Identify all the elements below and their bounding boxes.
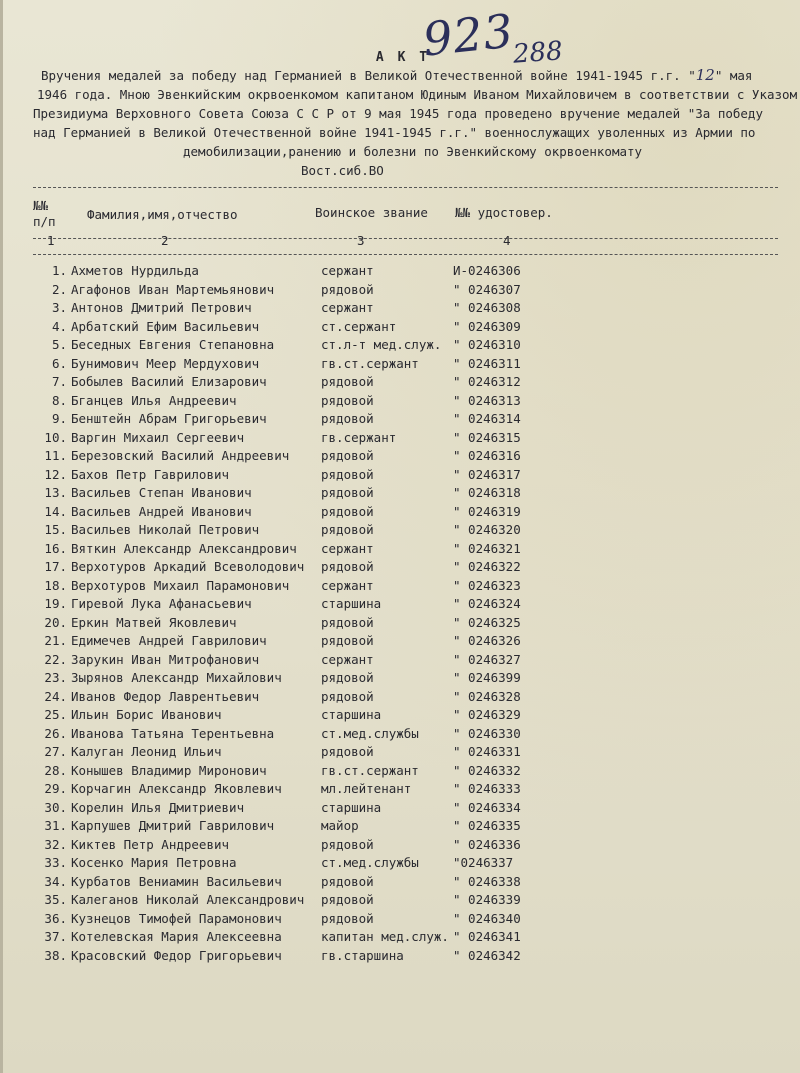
certificate-number: " 0246319: [453, 503, 521, 519]
recipient-name: Еркин Матвей Яковлевич: [71, 614, 237, 630]
military-rank: рядовой: [321, 910, 374, 926]
military-rank: ст.л-т мед.служ.: [321, 337, 442, 352]
table-row: [33, 947, 783, 966]
certificate-number: " 0246308: [453, 300, 521, 315]
row-number: 1.: [51, 263, 67, 278]
certificate-number: " 0246341: [453, 929, 521, 944]
preamble-line-2: 1946 года. Мною Эвенкийским окрвоенкомом капитаном Юдиным Иваном Михайловичем в соответствии с Указом: [37, 87, 798, 102]
recipient-name: Агафонов Иван Мартемьянович: [71, 281, 275, 297]
table-row: [33, 928, 783, 947]
certificate-number: " 0246310: [453, 337, 521, 352]
column-header-rank: Воинское звание: [315, 205, 428, 220]
table-row: [33, 817, 783, 836]
certificate-number: " 0246399: [453, 670, 521, 685]
certificate-number: " 0246315: [453, 429, 521, 445]
column-index-rule: [33, 254, 778, 255]
military-rank: старшина: [321, 707, 382, 722]
row-number: 10.: [44, 429, 67, 445]
certificate-number: " 0246323: [453, 577, 521, 593]
certificate-number: " 0246318: [453, 485, 521, 500]
row-number: 5.: [51, 337, 67, 352]
row-number: 3.: [51, 300, 67, 315]
column-header-rule: [33, 238, 778, 239]
row-number: 29.: [44, 781, 67, 796]
certificate-number: " 0246311: [453, 355, 521, 371]
recipient-name: Косенко Мария Петровна: [71, 855, 237, 870]
certificate-number: " 0246316: [453, 448, 521, 463]
military-rank: сержант: [321, 540, 374, 556]
table-row: [33, 688, 783, 707]
military-rank: рядовой: [321, 522, 374, 537]
certificate-number: " 0246340: [453, 910, 521, 926]
table-row: [33, 762, 783, 781]
recipient-name: Калеганов Николай Александрович: [71, 892, 305, 907]
certificate-number: " 0246312: [453, 374, 521, 389]
certificate-number: " 0246338: [453, 873, 521, 889]
recipient-name: Арбатский Ефим Васильевич: [71, 318, 260, 334]
recipient-name: Зарукин Иван Митрофанович: [71, 651, 260, 667]
military-rank: рядовой: [321, 873, 374, 889]
table-row: [33, 503, 783, 522]
certificate-number: " 0246333: [453, 781, 521, 796]
recipient-name: Киктев Петр Андреевич: [71, 836, 230, 852]
table-row: [33, 799, 783, 818]
military-rank: гв.старшина: [321, 947, 404, 963]
table-row: [33, 577, 783, 596]
military-rank: рядовой: [321, 503, 374, 519]
certificate-number: "0246337: [453, 855, 514, 870]
table-row: [33, 318, 783, 337]
preamble-line-1: [33, 66, 783, 85]
recipient-name: Васильев Степан Иванович: [71, 485, 252, 500]
document-title: А К Т: [375, 50, 431, 65]
recipient-name: Кузнецов Тимофей Парамонович: [71, 910, 282, 926]
military-rank: рядовой: [321, 392, 374, 408]
certificate-number: " 0246320: [453, 522, 521, 537]
certificate-number: " 0246327: [453, 651, 521, 667]
column-index-2: 2: [161, 233, 169, 248]
military-rank: сержант: [321, 651, 374, 667]
preamble-line-4: над Германией в Великой Отечественной войне 1941-1945 г.г." военнослужащих уволенных из Армии по: [33, 125, 756, 140]
recipient-name: Васильев Николай Петрович: [71, 522, 260, 537]
table-row: [33, 743, 783, 762]
recipient-name: Бенштейн Абрам Григорьевич: [71, 411, 267, 426]
military-rank: рядовой: [321, 892, 374, 907]
recipient-name: Иванова Татьяна Терентьевна: [71, 725, 275, 741]
row-number: 31.: [44, 818, 67, 833]
row-number: 12.: [44, 466, 67, 482]
certificate-number: " 0246342: [453, 947, 521, 963]
table-row: [33, 281, 783, 300]
certificate-number: " 0246328: [453, 688, 521, 704]
military-rank: майор: [321, 818, 359, 833]
column-index-3: 3: [357, 233, 365, 248]
table-row: [33, 780, 783, 799]
recipient-name: Васильев Андрей Иванович: [71, 503, 252, 519]
row-number: 37.: [44, 929, 67, 944]
row-number: 26.: [44, 725, 67, 741]
certificate-number: " 0246331: [453, 744, 521, 759]
row-number: 35.: [44, 892, 67, 907]
column-header-number-line-2: п/п: [33, 214, 56, 229]
recipient-name: Курбатов Вениамин Васильевич: [71, 873, 282, 889]
military-rank: рядовой: [321, 374, 374, 389]
recipient-name: Ильин Борис Иванович: [71, 707, 222, 722]
recipient-name: Бганцев Илья Андреевич: [71, 392, 237, 408]
table-row: [33, 873, 783, 892]
recipient-name: Котелевская Мария Алексеевна: [71, 929, 282, 944]
table-row: [33, 595, 783, 614]
table-row: [33, 373, 783, 392]
military-rank: старшина: [321, 596, 382, 611]
certificate-number: " 0246329: [453, 707, 521, 722]
certificate-number: " 0246325: [453, 614, 521, 630]
row-number: 28.: [44, 762, 67, 778]
military-rank: рядовой: [321, 744, 374, 759]
certificate-number: " 0246326: [453, 633, 521, 648]
row-number: 14.: [44, 503, 67, 519]
recipient-name: Верхотуров Михаил Парамонович: [71, 577, 290, 593]
certificate-number: " 0246313: [453, 392, 521, 408]
military-rank: старшина: [321, 799, 382, 815]
table-row: [33, 706, 783, 725]
military-rank: гв.сержант: [321, 429, 397, 445]
recipient-name: Антонов Дмитрий Петрович: [71, 300, 252, 315]
table-row: [33, 910, 783, 929]
table-row: [33, 410, 783, 429]
handwritten-archive-number: 923: [420, 3, 517, 67]
row-number: 8.: [51, 392, 67, 408]
military-rank: рядовой: [321, 281, 374, 297]
row-number: 27.: [44, 744, 67, 759]
row-number: 33.: [44, 855, 67, 870]
row-number: 20.: [44, 614, 67, 630]
military-rank: ст.мед.службы: [321, 725, 419, 741]
military-rank: сержант: [321, 300, 374, 315]
military-rank: рядовой: [321, 466, 374, 482]
recipient-name: Бахов Петр Гаврилович: [71, 466, 230, 482]
table-row: [33, 484, 783, 503]
recipient-name: Беседных Евгения Степановна: [71, 337, 275, 352]
table-row: [33, 836, 783, 855]
table-row: [33, 669, 783, 688]
row-number: 2.: [51, 281, 67, 297]
military-rank: рядовой: [321, 559, 374, 574]
military-rank: рядовой: [321, 485, 374, 500]
military-rank: мл.лейтенант: [321, 781, 412, 796]
table-row: [33, 392, 783, 411]
certificate-number: " 0246317: [453, 466, 521, 482]
certificate-number: " 0246321: [453, 540, 521, 556]
recipient-name: Конышев Владимир Миронович: [71, 762, 267, 778]
table-row: [33, 614, 783, 633]
certificate-number: " 0246339: [453, 892, 521, 907]
certificate-number: " 0246334: [453, 799, 521, 815]
row-number: 9.: [51, 411, 67, 426]
row-number: 6.: [51, 355, 67, 371]
table-row: [33, 429, 783, 448]
table-row: [33, 540, 783, 559]
military-rank: ст.мед.службы: [321, 855, 419, 870]
handwritten-archive-subnumber: 288: [512, 36, 564, 70]
military-rank: рядовой: [321, 670, 374, 685]
preamble-line-5: демобилизации,ранению и болезни по Эвенкийскому окрвоенкомату: [183, 144, 643, 159]
recipient-name: Березовский Василий Андреевич: [71, 448, 290, 463]
row-number: 23.: [44, 670, 67, 685]
military-rank: рядовой: [321, 836, 374, 852]
recipient-name: Зырянов Александр Михайлович: [71, 670, 282, 685]
military-rank: рядовой: [321, 633, 374, 648]
row-number: 19.: [44, 596, 67, 611]
table-row: [33, 854, 783, 873]
column-header-number-line-1: №№: [33, 198, 49, 213]
recipient-name: Верхотуров Аркадий Всеволодович: [71, 559, 305, 574]
preamble-line-1-end: " мая: [714, 68, 753, 83]
recipient-name: Едимечев Андрей Гаврилович: [71, 633, 267, 648]
recipient-name: Корчагин Александр Яковлевич: [71, 781, 282, 796]
table-row: [33, 651, 783, 670]
recipient-name: Ахметов Нурдильда: [71, 263, 199, 278]
certificate-number: " 0246309: [453, 318, 521, 334]
row-number: 11.: [44, 448, 67, 463]
recipient-name: Калуган Леонид Ильич: [71, 744, 222, 759]
preamble-line-6: Вост.сиб.ВО: [301, 163, 384, 178]
row-number: 13.: [44, 485, 67, 500]
certificate-number: " 0246330: [453, 725, 521, 741]
table-row: [33, 521, 783, 540]
preamble-line-3: Президиума Верховного Совета Союза С С Р от 9 мая 1945 года проведено вручение медалей "За победу: [33, 106, 763, 121]
row-number: 24.: [44, 688, 67, 704]
military-rank: ст.сержант: [321, 318, 397, 334]
table-row: [33, 725, 783, 744]
column-index-4: 4: [503, 233, 511, 248]
row-number: 22.: [44, 651, 67, 667]
preamble-line-1-start: Вручения медалей за победу над Германией в Великой Отечественной войне 1941-1945 г.г. ": [41, 68, 696, 83]
military-rank: рядовой: [321, 411, 374, 426]
table-row: [33, 891, 783, 910]
table-row: [33, 262, 783, 281]
row-number: 17.: [44, 559, 67, 574]
recipients-list: [33, 262, 783, 965]
table-row: [33, 558, 783, 577]
recipient-name: Карпушев Дмитрий Гаврилович: [71, 818, 275, 833]
recipient-name: Варгин Михаил Сергеевич: [71, 429, 245, 445]
row-number: 16.: [44, 540, 67, 556]
row-number: 18.: [44, 577, 67, 593]
column-header-name: Фамилия,имя,отчество: [87, 207, 238, 222]
row-number: 21.: [44, 633, 67, 648]
row-number: 7.: [51, 374, 67, 389]
row-number: 25.: [44, 707, 67, 722]
recipient-name: Гиревой Лука Афанасьевич: [71, 596, 252, 611]
table-row: [33, 336, 783, 355]
military-rank: гв.ст.сержант: [321, 355, 419, 371]
recipient-name: Корелин Илья Дмитриевич: [71, 799, 245, 815]
military-rank: рядовой: [321, 614, 374, 630]
military-rank: сержант: [321, 577, 374, 593]
recipient-name: Бобылев Василий Елизарович: [71, 374, 267, 389]
row-number: 36.: [44, 910, 67, 926]
handwritten-day: 12: [695, 66, 715, 84]
certificate-number: " 0246335: [453, 818, 521, 833]
row-number: 34.: [44, 873, 67, 889]
certificate-number: " 0246332: [453, 762, 521, 778]
recipient-name: Бунимович Меер Мердухович: [71, 355, 260, 371]
certificate-number: " 0246324: [453, 596, 521, 611]
military-rank: капитан мед.служ.: [321, 929, 449, 944]
column-index-1: 1: [47, 233, 55, 248]
table-row: [33, 466, 783, 485]
recipient-name: Иванов Федор Лаврентьевич: [71, 688, 260, 704]
column-header-number: [33, 198, 56, 230]
certificate-number: " 0246322: [453, 559, 521, 574]
row-number: 38.: [44, 947, 67, 963]
row-number: 4.: [51, 318, 67, 334]
recipient-name: Красовский Федор Григорьевич: [71, 947, 282, 963]
document-preamble: [33, 66, 798, 180]
row-number: 30.: [44, 799, 67, 815]
military-rank: сержант: [321, 263, 374, 278]
certificate-number: И-0246306: [453, 263, 521, 278]
certificate-number: " 0246307: [453, 281, 521, 297]
table-row: [33, 355, 783, 374]
table-row: [33, 299, 783, 318]
table-row: [33, 632, 783, 651]
military-rank: рядовой: [321, 448, 374, 463]
table-top-rule: [33, 187, 778, 188]
row-number: 32.: [44, 836, 67, 852]
table-row: [33, 447, 783, 466]
certificate-number: " 0246336: [453, 836, 521, 852]
column-header-certificate: №№ удостовер.: [455, 205, 553, 220]
recipient-name: Вяткин Александр Александрович: [71, 540, 297, 556]
military-rank: гв.ст.сержант: [321, 762, 419, 778]
certificate-number: " 0246314: [453, 411, 521, 426]
military-rank: рядовой: [321, 688, 374, 704]
row-number: 15.: [44, 522, 67, 537]
